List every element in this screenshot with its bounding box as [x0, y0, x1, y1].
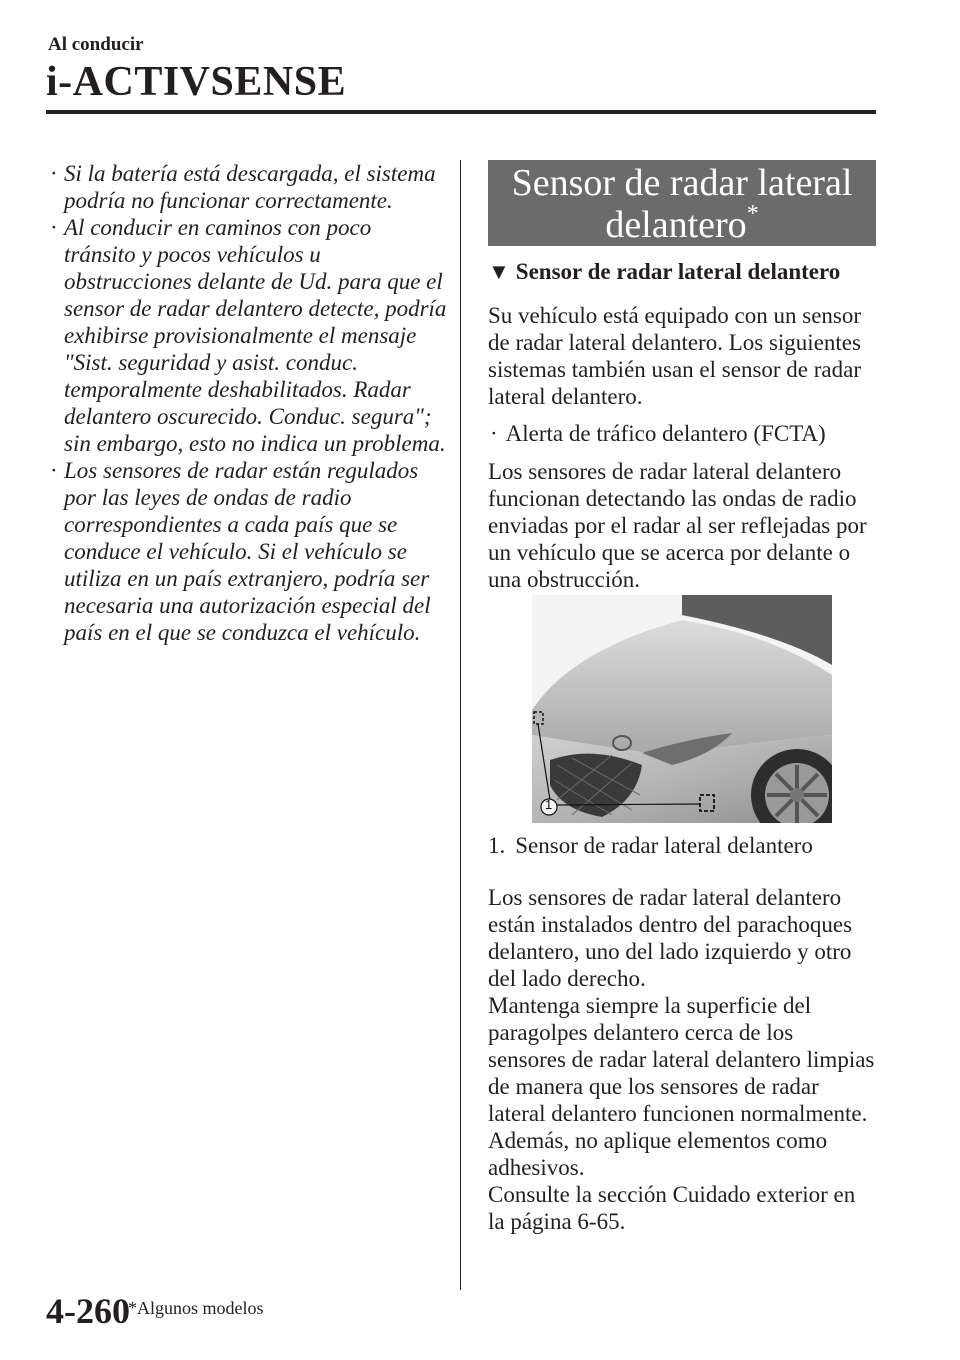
bullet-text: Alerta de tráfico delantero (FCTA) [505, 421, 826, 446]
maintenance-paragraph: Mantenga siempre la superficie del paragolpes delantero cerca de los sensores de radar lateral delantero limpias de manera que los sensores de radar lateral delantero funcionen normalmente. [488, 993, 875, 1126]
adhesive-paragraph: Además, no aplique elementos como adhesivos. [488, 1128, 828, 1180]
note-text: Al conducir en caminos con poco tránsito y pocos vehículos u obstrucciones delante de Ud. para que el sensor de radar delantero detecte, podría exhibirse provisionalmente el mensaje "Sist. seguridad y asist. conduc. temporalmente deshabilitados. Radar delantero oscurecido. Conduc. segura"; sin embargo, esto no indica un problema. [64, 215, 447, 456]
left-column [48, 160, 448, 646]
page-number: 4-260 [46, 1291, 130, 1331]
bullet-icon: · [50, 458, 58, 483]
subheading [488, 258, 876, 285]
bullet-icon: · [50, 215, 58, 240]
note-battery [48, 160, 448, 214]
function-paragraph: Los sensores de radar lateral delantero funcionan detectando las ondas de radio enviadas por el radar al ser reflejadas por un vehículo que se acerca por delante o una obstrucción. [488, 459, 867, 592]
subheading-text: Sensor de radar lateral delantero [515, 259, 841, 284]
banner-title-line1: Sensor de radar lateral [511, 162, 853, 204]
header-rule [46, 110, 876, 114]
optional-asterisk: * [746, 201, 759, 227]
figure-caption [488, 832, 876, 859]
banner-title-line2 [488, 201, 876, 246]
caption-text: Sensor de radar lateral delantero [515, 833, 813, 858]
chapter-title: i-ACTIVSENSE [46, 59, 347, 105]
section-label: Al conducir [48, 34, 144, 55]
car-sensor-illustration [532, 595, 832, 823]
car-front-drawing [532, 595, 832, 823]
intro-paragraph: Su vehículo está equipado con un sensor de radar lateral delantero. Los siguientes sistemas también usan el sensor de radar lateral delantero. [488, 303, 862, 409]
banner-title-word: delantero [605, 204, 747, 246]
callout-number: 1 [545, 797, 553, 812]
triangle-down-icon: ▼ [488, 259, 510, 284]
section-banner [488, 160, 876, 246]
note-text: Si la batería está descargada, el sistema podría no funcionar correctamente. [64, 161, 436, 213]
reference-paragraph: Consulte la sección Cuidado exterior en la página 6-65. [488, 1182, 856, 1234]
note-text: Los sensores de radar están regulados por las leyes de ondas de radio correspondientes a cada país que se conduce el vehículo. Si el vehículo se utiliza en un país extranjero, podría ser necesaria una autorización especial del país en el que se conduzca el vehículo. [64, 458, 431, 645]
caption-number: 1. [488, 833, 506, 858]
column-divider [460, 160, 461, 1290]
note-low-traffic [48, 214, 448, 457]
note-radio-regulation [48, 457, 448, 646]
location-paragraph: Los sensores de radar lateral delantero están instalados dentro del parachoques delantero, uno del lado izquierdo y otro del lado derecho. [488, 885, 853, 991]
bullet-icon: · [490, 421, 498, 446]
fcta-bullet [490, 420, 826, 447]
footnote: *Algunos modelos [128, 1298, 264, 1318]
bullet-icon: · [50, 161, 58, 186]
